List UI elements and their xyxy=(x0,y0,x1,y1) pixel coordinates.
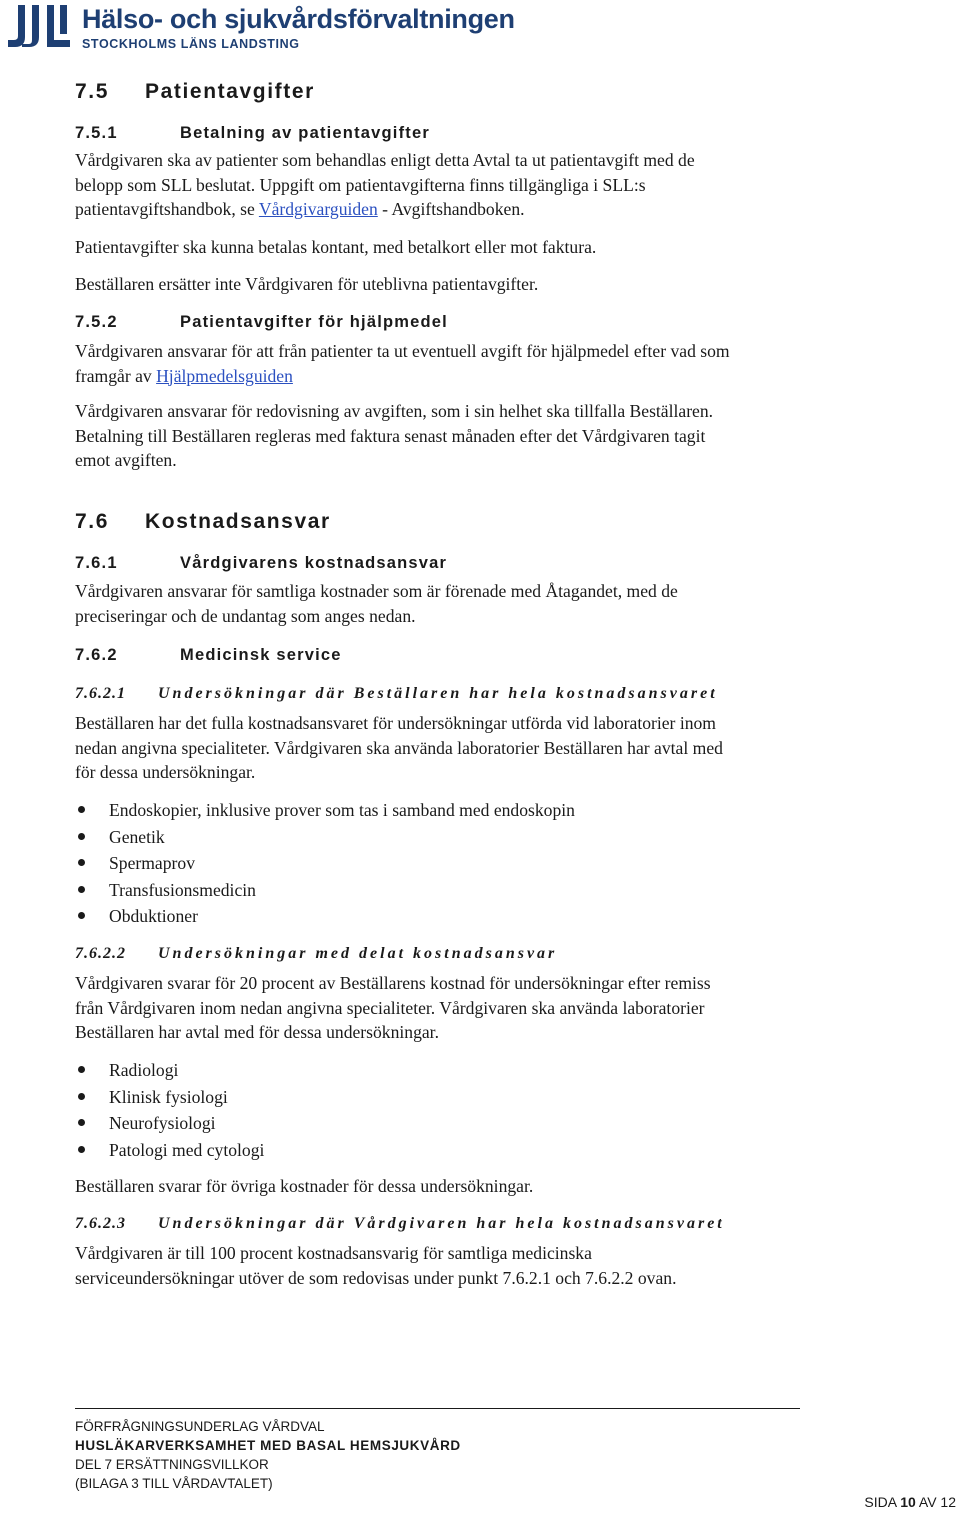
list-item xyxy=(109,1057,264,1084)
page-current: 10 xyxy=(900,1494,916,1510)
subsection-heading-7-6-2 xyxy=(75,646,342,665)
subsubsection-number: 7.6.2.2 xyxy=(75,945,126,962)
text-line: från Vårdgivaren inom nedan angivna specialiteter. Vårdgivaren ska använda laboratorier xyxy=(75,997,705,1018)
text-line: Vårdgivaren ansvarar för redovisning av avgiften, som i sin helhet ska tillfalla Beställaren. xyxy=(75,401,714,421)
footer-divider xyxy=(75,1408,800,1409)
text-line: belopp som SLL beslutat. Uppgift om patientavgifterna finns tillgängliga i SLL:s xyxy=(75,174,646,195)
subsection-number: 7.5.2 xyxy=(75,313,118,331)
text-line: Beställaren har avtal med för dessa undersökningar. xyxy=(75,1022,439,1042)
subsubsection-heading-7-6-2-3 xyxy=(75,1215,725,1233)
bullet-list xyxy=(109,1057,264,1163)
subsection-number: 7.6.1 xyxy=(75,554,118,572)
list-item-text: Obduktioner xyxy=(109,906,198,926)
subsubsection-number: 7.6.2.3 xyxy=(75,1215,126,1232)
subsection-title: Betalning av patientavgifter xyxy=(180,124,430,142)
text-line xyxy=(75,364,730,389)
text-line: nedan angivna specialiteter. Vårdgivaren ska använda laboratorier Beställaren har avtal med xyxy=(75,737,723,758)
paragraph: Patientavgifter ska kunna betalas kontant, med betalkort eller mot faktura. xyxy=(75,237,597,257)
section-number: 7.5 xyxy=(75,80,109,103)
text-line: serviceundersökningar utöver de som redovisas under punkt 7.6.2.1 och 7.6.2.2 ovan. xyxy=(75,1267,677,1288)
bullet-icon xyxy=(78,806,85,813)
subsubsection-number: 7.6.2.1 xyxy=(75,685,126,702)
text-segment: patientavgiftshandbok, se xyxy=(75,199,259,219)
subsection-heading-7-6-1 xyxy=(75,554,447,573)
list-item-text: Genetik xyxy=(109,826,165,847)
footer-line-4: (BILAGA 3 TILL VÅRDAVTALET) xyxy=(75,1476,273,1491)
section-heading-7-6 xyxy=(75,510,331,534)
text-line: Vårdgivaren ansvarar för samtliga kostnader som är förenade med Åtagandet, med de xyxy=(75,581,678,601)
page-total: 12 xyxy=(940,1494,956,1510)
list-item xyxy=(109,850,575,877)
list-item-text: Transfusionsmedicin xyxy=(109,879,256,900)
section-heading-7-5 xyxy=(75,80,315,104)
list-item-text: Spermaprov xyxy=(109,853,195,873)
list-item-text: Neurofysiologi xyxy=(109,1113,216,1133)
list-item-text: Klinisk fysiologi xyxy=(109,1086,228,1107)
list-item xyxy=(109,1084,264,1111)
subsubsection-heading-7-6-2-1 xyxy=(75,685,718,703)
paragraph xyxy=(75,1241,676,1290)
paragraph xyxy=(75,971,711,1045)
bullet-icon xyxy=(78,1093,85,1100)
text-line: Vårdgivaren ansvarar för att från patienter ta ut eventuell avgift för hjälpmedel efter vad som xyxy=(75,341,730,361)
text-line: för dessa undersökningar. xyxy=(75,762,256,782)
page-number xyxy=(864,1494,956,1510)
text-line: preciseringar och de undantag som anges nedan. xyxy=(75,605,416,626)
bullet-icon xyxy=(78,886,85,893)
text-line: Beställaren har det fulla kostnadsansvaret för undersökningar utförda vid laboratorier inom xyxy=(75,713,716,733)
page-prefix: SIDA xyxy=(864,1494,897,1510)
section-title: Patientavgifter xyxy=(145,80,315,103)
paragraph xyxy=(75,339,730,388)
subsection-number: 7.6.2 xyxy=(75,646,118,664)
subsection-title: Vårdgivarens kostnadsansvar xyxy=(180,554,448,572)
footer-line-1: FÖRFRÅGNINGSUNDERLAG VÅRDVAL xyxy=(75,1419,325,1434)
text-line: Betalning till Beställaren regleras med faktura senast månaden efter det Vårdgivaren tagit xyxy=(75,425,706,446)
section-number: 7.6 xyxy=(75,510,109,533)
paragraph xyxy=(75,579,678,628)
paragraph: Beställaren ersätter inte Vårdgivaren för uteblivna patientavgifter. xyxy=(75,274,539,294)
list-item xyxy=(109,1110,264,1137)
subsection-heading-7-5-2 xyxy=(75,313,448,332)
paragraph xyxy=(75,711,723,785)
bullet-icon xyxy=(78,1146,85,1153)
list-item xyxy=(109,903,575,930)
list-item xyxy=(109,797,575,824)
paragraph: Beställaren svarar för övriga kostnader för dessa undersökningar. xyxy=(75,1176,534,1196)
text-segment: framgår av xyxy=(75,365,157,386)
list-item xyxy=(109,824,575,851)
subsection-heading-7-5-1 xyxy=(75,124,430,143)
text-line: Vårdgivaren är till 100 procent kostnadsansvarig för samtliga medicinska xyxy=(75,1243,592,1263)
text-line: Vårdgivaren svarar för 20 procent av Beställarens kostnad för undersökningar efter remiss xyxy=(75,973,711,993)
sll-logo-icon xyxy=(4,3,74,53)
list-item xyxy=(109,877,575,904)
text-line: emot avgiften. xyxy=(75,450,177,470)
subsubsection-title: Undersökningar med delat kostnadsansvar xyxy=(158,945,558,962)
text-segment: - Avgiftshandboken. xyxy=(377,199,525,219)
subsection-title: Patientavgifter för hjälpmedel xyxy=(180,313,448,331)
subsection-title: Medicinsk service xyxy=(180,646,342,664)
hjalpmedelsguiden-link[interactable]: Hjälpmedelsguiden xyxy=(156,365,293,386)
list-item xyxy=(109,1137,264,1164)
bullet-icon xyxy=(78,859,85,866)
subsubsection-heading-7-6-2-2 xyxy=(75,945,557,963)
text-line xyxy=(75,197,695,222)
bullet-icon xyxy=(78,833,85,840)
bullet-list xyxy=(109,797,575,930)
list-item-text: Endoskopier, inklusive prover som tas i samband med endoskopin xyxy=(109,800,575,820)
page-mid: AV xyxy=(918,1494,937,1510)
paragraph xyxy=(75,148,695,222)
subsubsection-title: Undersökningar där Beställaren har hela kostnadsansvaret xyxy=(158,685,718,702)
subsubsection-title: Undersökningar där Vårdgivaren har hela kostnadsansvaret xyxy=(158,1215,725,1232)
bullet-icon xyxy=(78,1066,85,1073)
vardgivarguiden-link[interactable]: Vårdgivarguiden xyxy=(258,199,378,219)
subsection-number: 7.5.1 xyxy=(75,124,118,142)
list-item-text: Radiologi xyxy=(109,1060,179,1080)
text-line: Vårdgivaren ska av patienter som behandlas enligt detta Avtal ta ut patientavgift med de xyxy=(75,150,695,170)
footer-line-2: HUSLÄKARVERKSAMHET MED BASAL HEMSJUKVÅRD xyxy=(75,1438,461,1453)
org-subtitle: STOCKHOLMS LÄNS LANDSTING xyxy=(82,37,300,51)
bullet-icon xyxy=(78,912,85,919)
sll-logo xyxy=(4,3,74,53)
bullet-icon xyxy=(78,1119,85,1126)
org-name: Hälso- och sjukvårdsförvaltningen xyxy=(82,4,515,34)
footer-line-3: DEL 7 ERSÄTTNINGSVILLKOR xyxy=(75,1457,269,1472)
section-title: Kostnadsansvar xyxy=(145,510,331,533)
paragraph xyxy=(75,399,713,473)
list-item-text: Patologi med cytologi xyxy=(109,1139,265,1160)
